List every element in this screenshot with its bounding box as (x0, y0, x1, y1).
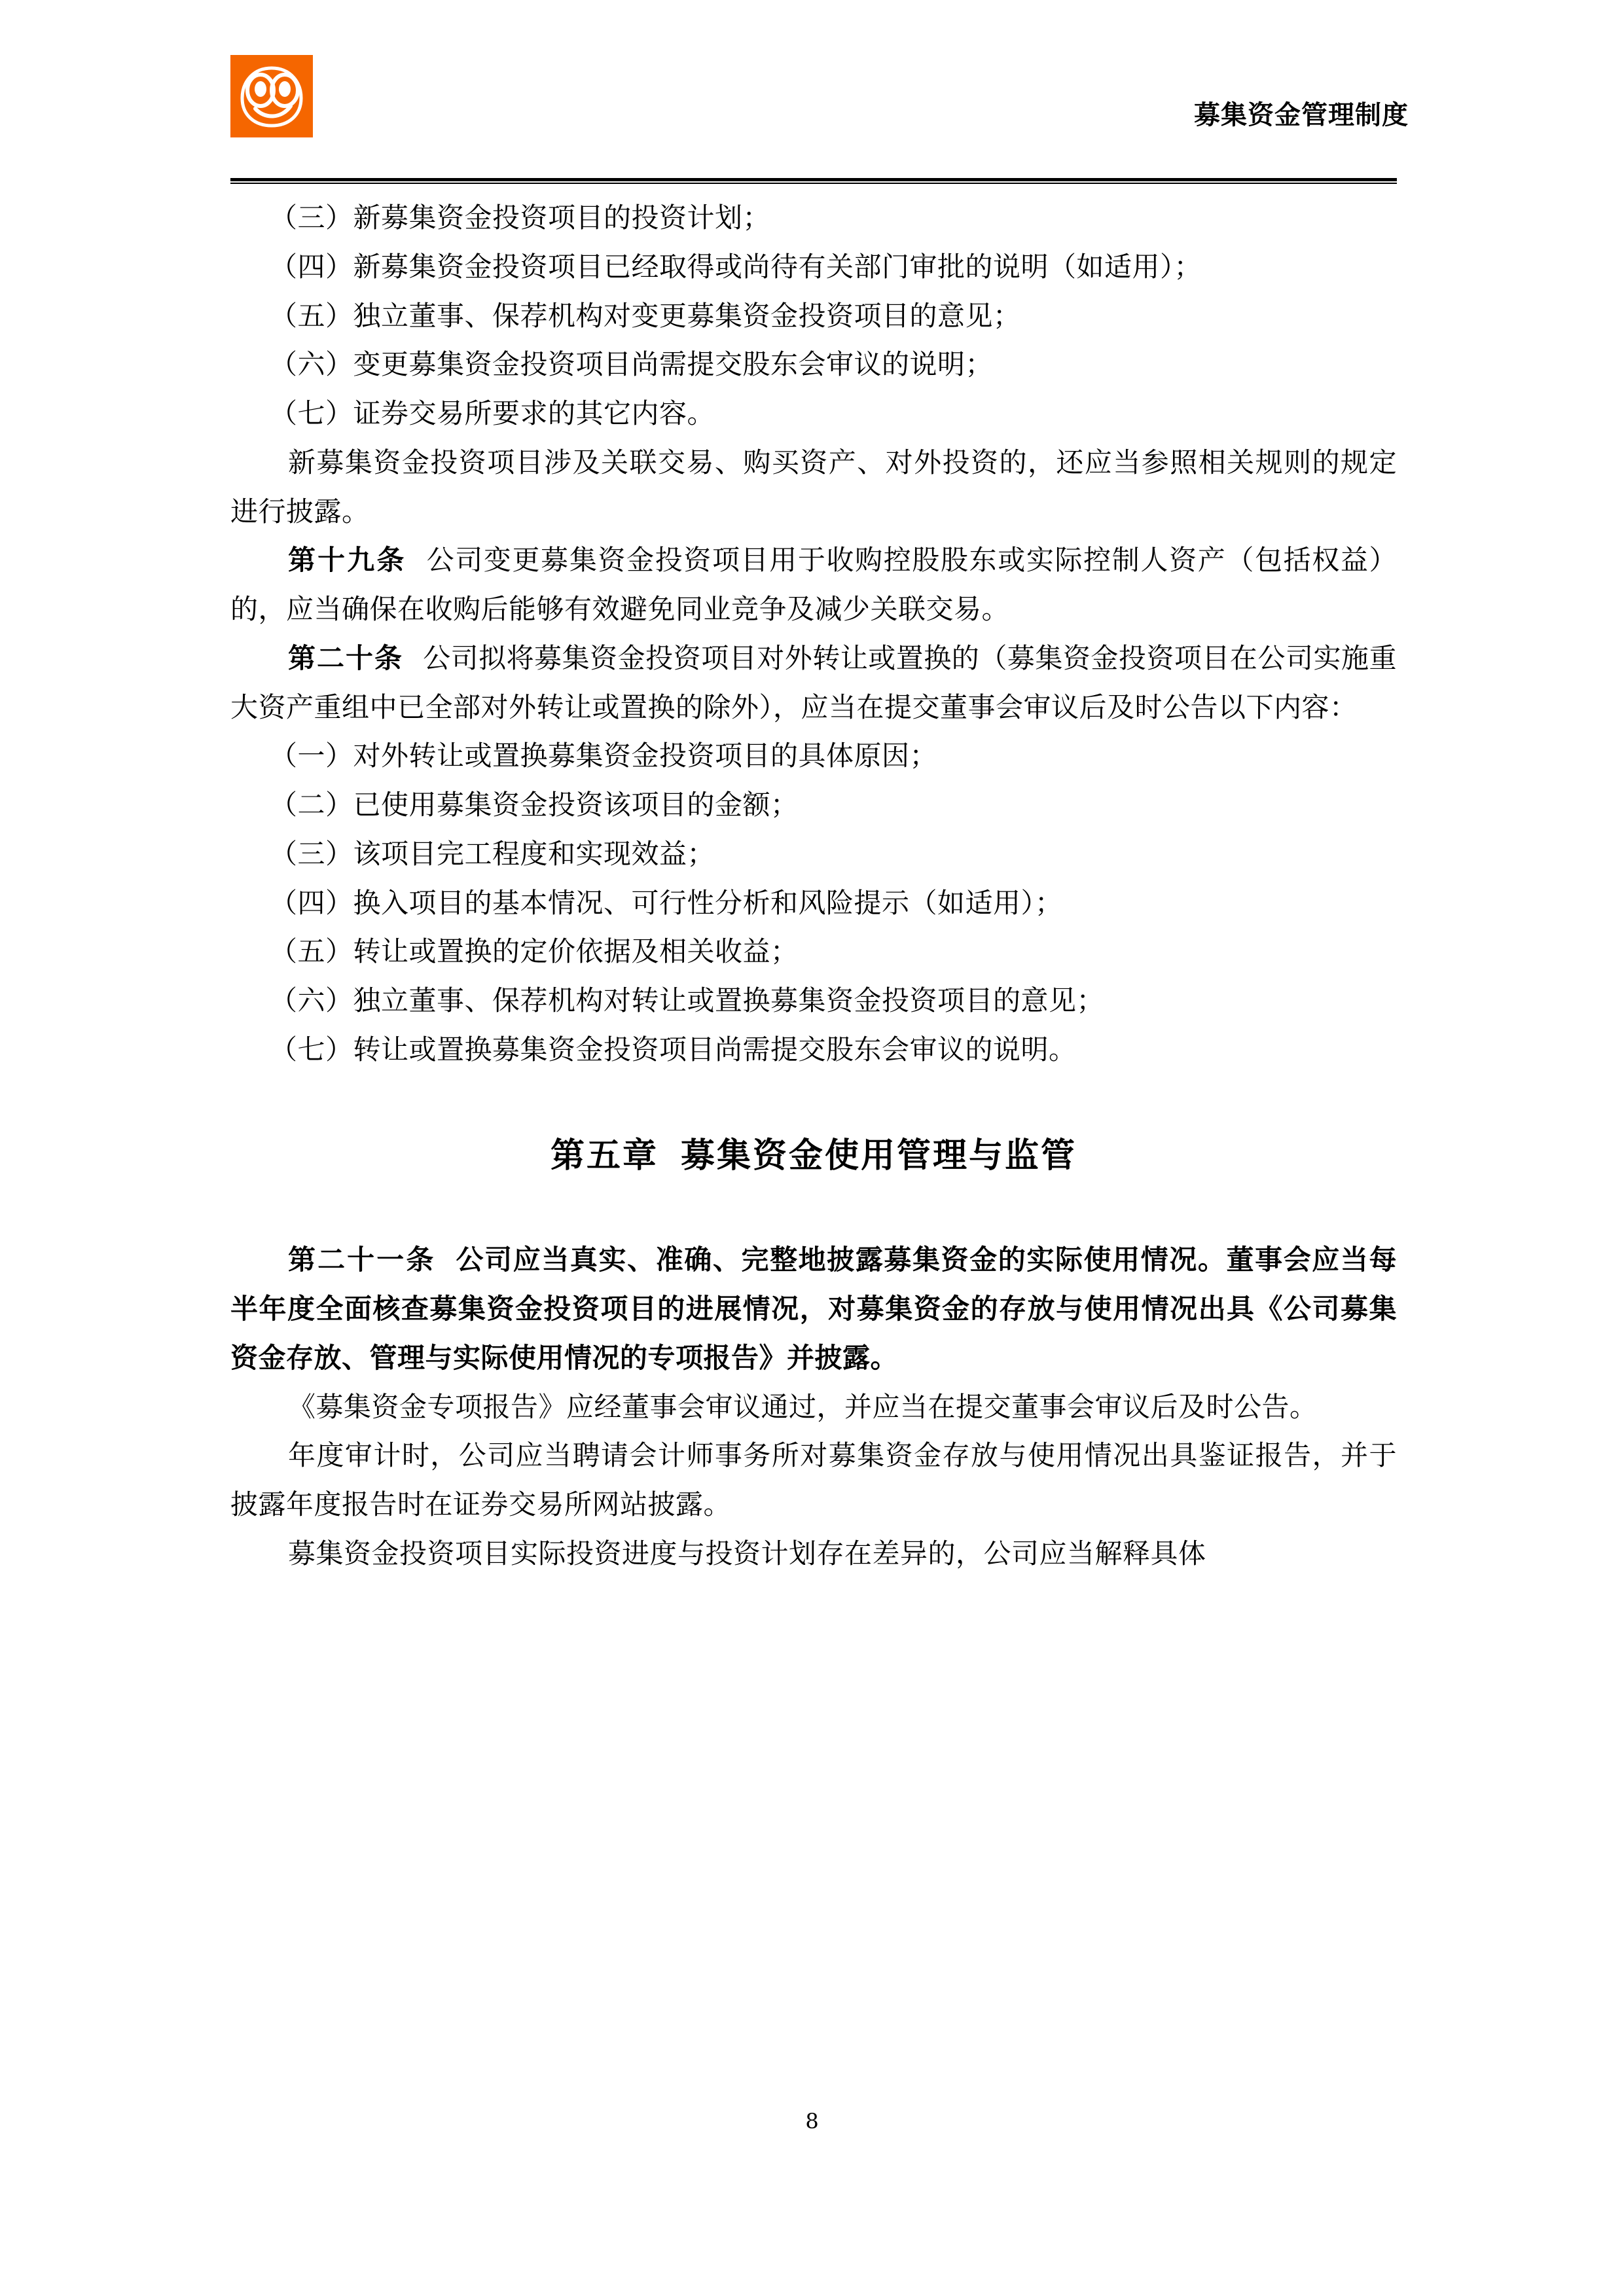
paragraph-special-report: 《募集资金专项报告》应经董事会审议通过，并应当在提交董事会审议后及时公告。 (288, 1390, 1318, 1423)
chapter-title: 募集资金使用管理与监管 (681, 1136, 1077, 1175)
list-item: （六）变更募集资金投资项目尚需提交股东会审议的说明； (270, 348, 994, 381)
article-19 (230, 536, 1397, 634)
header-divider (230, 178, 1397, 184)
header-title: 募集资金管理制度 (1194, 99, 1409, 130)
page-number: 8 (805, 2109, 819, 2134)
article-21-text: 公司应当真实、准确、完整地披露募集资金的实际使用情况。董事会应当每半年度全面核查募集资金投资项目的进展情况，对募集资金的存放与使用情况出具《公司募集资金存放、管理与实际使用情况的专项报告》并披露。 (230, 1244, 1397, 1374)
paragraph-disclosure: 新募集资金投资项目涉及关联交易、购买资产、对外投资的，还应当参照相关规则的规定进行披露。 (230, 446, 1397, 528)
article-20 (230, 634, 1397, 732)
chapter-heading (230, 1132, 1397, 1180)
list-item: （五）独立董事、保荐机构对变更募集资金投资项目的意见； (270, 299, 1021, 332)
list-item: （七）证券交易所要求的其它内容。 (270, 397, 715, 429)
list-item: （一）对外转让或置换募集资金投资项目的具体原因； (270, 740, 938, 772)
article-19-label: 第十九条 (288, 544, 406, 577)
header-divider-thin-line (230, 183, 1397, 184)
list-item: （四）新募集资金投资项目已经取得或尚待有关部门审批的说明（如适用）； (270, 250, 1202, 283)
article-20-label: 第二十条 (288, 641, 404, 674)
article-21 (230, 1236, 1397, 1382)
list-item: （三）该项目完工程度和实现效益； (270, 837, 715, 870)
article-21-label: 第二十一条 (288, 1244, 436, 1276)
article-20-text: 公司拟将募集资金投资项目对外转让或置换的（募集资金投资项目在公司实施重大资产重组中已全部对外转让或置换的除外），应当在提交董事会审议后及时公告以下内容： (230, 641, 1397, 723)
list-item: （五）转让或置换的定价依据及相关收益； (270, 935, 799, 968)
page-content (230, 194, 1397, 1579)
paragraph-annual-audit: 年度审计时，公司应当聘请会计师事务所对募集资金存放与使用情况出具鉴证报告，并于披露年度报告时在证券交易所网站披露。 (230, 1439, 1397, 1521)
page-header (230, 55, 1409, 173)
list-item: （六）独立董事、保荐机构对转让或置换募集资金投资项目的意见； (270, 984, 1105, 1016)
company-logo (230, 55, 313, 137)
chapter-number: 第五章 (550, 1136, 659, 1175)
list-item: （四）换入项目的基本情况、可行性分析和风险提示（如适用）； (270, 886, 1063, 919)
article-19-text: 公司变更募集资金投资项目用于收购控股股东或实际控制人资产（包括权益）的，应当确保在收购后能够有效避免同业竞争及减少关联交易。 (230, 544, 1397, 625)
list-item: （二）已使用募集资金投资该项目的金额； (270, 789, 799, 821)
list-item: （七）转让或置换募集资金投资项目尚需提交股东会审议的说明。 (270, 1033, 1077, 1066)
list-item: （三）新募集资金投资项目的投资计划； (270, 202, 771, 234)
header-divider-thick-line (230, 178, 1397, 181)
paragraph-progress-difference: 募集资金投资项目实际投资进度与投资计划存在差异的，公司应当解释具体 (288, 1537, 1206, 1570)
